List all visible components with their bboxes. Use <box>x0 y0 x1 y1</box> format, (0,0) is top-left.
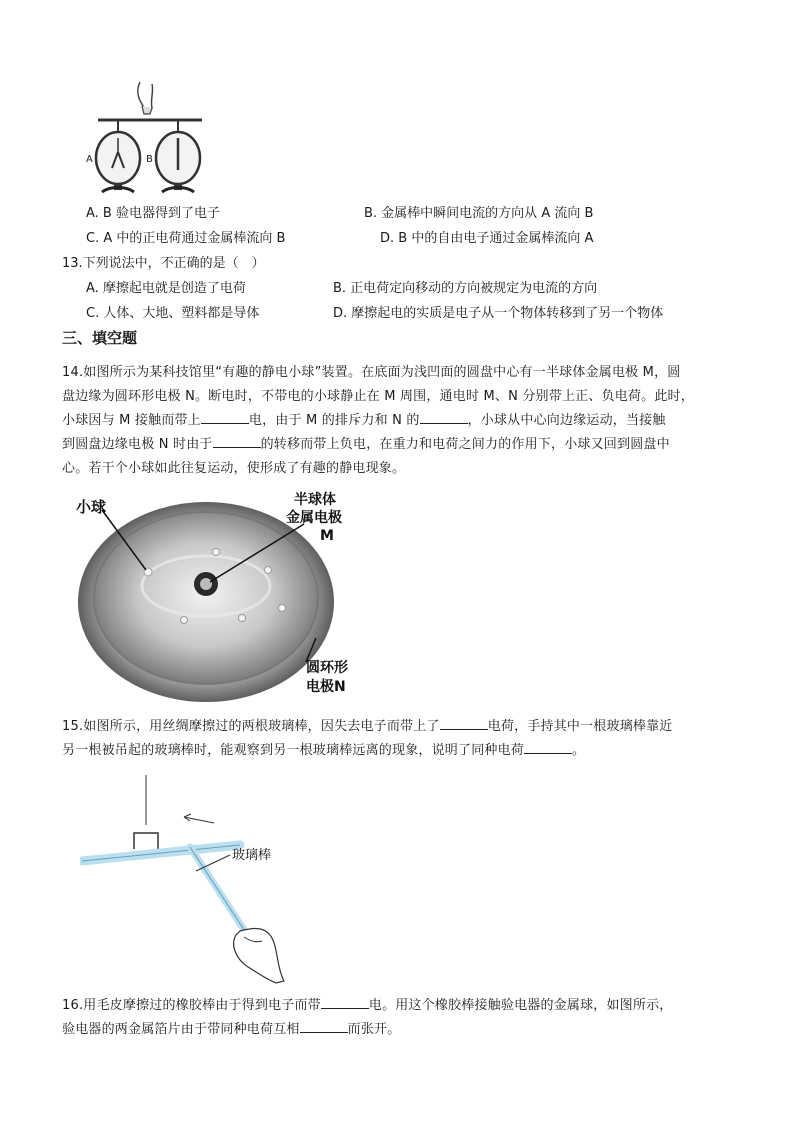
q15-paragraph <box>62 715 734 763</box>
section-title: 三、填空题 <box>62 329 138 347</box>
q14-blank-2[interactable] <box>420 411 468 424</box>
q15-blank-2[interactable] <box>524 741 572 754</box>
q14-line-1: 14.如图所示为某科技馆里“有趣的静电小球”装置。在底面为浅凹面的圆盘中心有一半球体金属电极 M，圆 <box>62 365 681 380</box>
electroscope-figure <box>80 78 210 198</box>
q12-option-b: B. 金属棒中瞬间电流的方向从 A 流向 B <box>364 206 594 221</box>
q15-line-2: 另一根被吊起的玻璃棒时，能观察到另一根玻璃棒远离的现象，说明了同种电荷 。 <box>62 743 586 758</box>
q12-option-a: A. B 验电器得到了电子 <box>86 206 220 221</box>
q16-line-1: 16.用毛皮摩擦过的橡胶棒由于得到电子而带 电。用这个橡胶棒接触验电器的金属球，如图所示， <box>62 998 673 1013</box>
q16-blank-1[interactable] <box>321 996 369 1009</box>
glass-rod-figure <box>80 775 310 985</box>
label-electrode-n-1: 圆环形 <box>306 660 348 676</box>
q13-option-a: A. 摩擦起电就是创造了电荷 <box>86 281 246 296</box>
q13-option-d: D. 摩擦起电的实质是电子从一个物体转移到了另一个物体 <box>333 306 664 321</box>
q14-line-3: 小球因与 M 接触而带上 电，由于 M 的排斥力和 N 的 ，小球从中心向边缘运动，当接触 <box>62 413 666 428</box>
q16-blank-2[interactable] <box>300 1020 348 1033</box>
q13-option-b: B. 正电荷定向移动的方向被规定为电流的方向 <box>333 281 598 296</box>
label-electrode-m-3: M <box>320 528 334 544</box>
q14-line-2: 盘边缘为圆环形电极 N。断电时，不带电的小球静止在 M 周围，通电时 M、N 分别带上正、负电荷。此时， <box>62 389 694 404</box>
q15-blank-1[interactable] <box>440 717 488 730</box>
q12-option-d: D. B 中的自由电子通过金属棒流向 A <box>380 231 594 246</box>
q14-blank-1[interactable] <box>201 411 249 424</box>
label-electrode-m-2: 金属电极 <box>286 510 342 526</box>
label-electrode-m-1: 半球体 <box>294 492 336 508</box>
q16-line-2: 验电器的两金属箔片由于带同种电荷互相 而张开。 <box>62 1022 401 1037</box>
label-b: B <box>146 154 153 165</box>
q14-paragraph <box>62 361 734 481</box>
q12-option-c: C. A 中的正电荷通过金属棒流向 B <box>86 231 286 246</box>
q13-option-c: C. 人体、大地、塑料都是导体 <box>86 306 260 321</box>
q14-blank-3[interactable] <box>213 435 261 448</box>
q16-paragraph <box>62 994 734 1042</box>
label-electrode-n-2: 电极N <box>306 679 346 695</box>
label-small-ball: 小球 <box>76 498 107 516</box>
q15-line-1: 15.如图所示，用丝绸摩擦过的两根玻璃棒，因失去电子而带上了 电荷，手持其中一根玻璃棒靠近 <box>62 719 673 734</box>
q14-line-5: 心。若干个小球如此往复运动，使形成了有趣的静电现象。 <box>62 461 406 476</box>
label-glass-rod: 玻璃棒 <box>232 848 272 863</box>
label-a: A <box>86 154 93 165</box>
q13-stem: 13.下列说法中，不正确的是（ ） <box>62 256 265 271</box>
static-ball-device-figure <box>72 490 368 702</box>
q14-line-4: 到圆盘边缘电极 N 时由于 的转移而带上负电，在重力和电荷之间力的作用下，小球又回到圆盘中 <box>62 437 670 452</box>
